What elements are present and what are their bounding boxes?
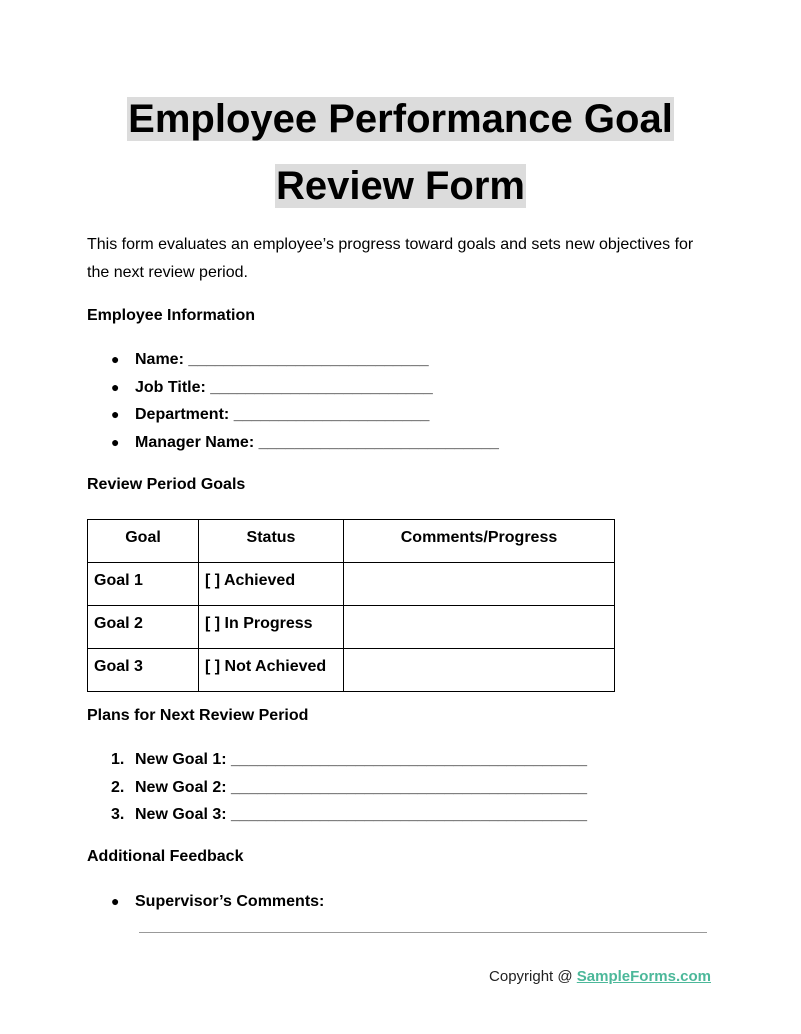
field-label: New Goal 1: [135,751,227,768]
page-title [0,86,801,220]
field-label: Department: [135,406,230,424]
field-label: New Goal 3: [135,806,227,824]
feedback-heading: Additional Feedback [87,848,244,865]
list-item [87,801,587,829]
copyright-footer [489,966,711,988]
bullet-icon: ● [111,378,120,395]
goal-cell: Goal 2 [88,606,199,649]
bullet-icon: ● [111,893,120,909]
list-item [87,746,587,774]
column-header-comments: Comments/Progress [344,520,615,563]
plans-heading: Plans for Next Review Period [87,707,309,724]
table-row [88,606,615,649]
bullet-icon: ● [111,406,120,423]
job-title-field[interactable]: _________________________ [210,378,433,396]
bullet-icon: ● [111,433,120,450]
status-cell[interactable]: [ ] In Progress [199,606,344,649]
field-label: New Goal 2: [135,778,227,796]
field-label: Job Title: [135,378,206,396]
department-field[interactable]: ______________________ [233,406,430,424]
list-number: 2. [111,778,125,796]
copyright-text: Copyright @ [489,968,577,985]
goal-cell: Goal 1 [88,563,199,606]
column-header-status: Status [199,520,344,563]
supervisor-comments-line[interactable] [139,932,707,933]
field-label: Manager Name: [135,433,255,451]
supervisor-comments-label: Supervisor’s Comments: [135,893,325,910]
bullet-icon: ● [111,351,120,367]
feedback-list [87,888,324,916]
comments-cell[interactable] [344,606,615,649]
plans-list [87,746,587,829]
goals-table [87,519,615,692]
table-row [88,649,615,692]
list-item [87,429,499,457]
comments-cell[interactable] [344,649,615,692]
list-item [87,401,499,429]
goal-cell: Goal 3 [88,649,199,692]
employee-info-list [87,346,499,456]
new-goal-3-field[interactable]: ________________________________________ [231,806,587,824]
title-line-1: Employee Performance Goal [128,97,673,141]
review-goals-heading: Review Period Goals [87,476,246,493]
list-item [87,346,499,374]
status-cell[interactable]: [ ] Not Achieved [199,649,344,692]
intro-paragraph: This form evaluates an employee’s progress toward goals and sets new objectives for the next review period. [87,236,694,281]
manager-name-field[interactable]: ___________________________ [258,433,499,451]
column-header-goal: Goal [88,520,199,563]
list-item [87,374,499,402]
title-line-2: Review Form [276,164,525,208]
table-header-row [88,520,615,563]
list-item [87,888,324,916]
table-row [88,563,615,606]
list-number: 3. [111,806,125,824]
field-label: Name: [135,351,184,368]
name-field[interactable]: ___________________________ [188,351,429,368]
brand-link[interactable]: SampleForms.com [576,968,711,985]
new-goal-2-field[interactable]: ________________________________________ [231,778,587,796]
list-number: 1. [111,751,125,768]
employee-info-heading: Employee Information [87,307,256,324]
comments-cell[interactable] [344,563,615,606]
list-item [87,774,587,802]
status-cell[interactable]: [ ] Achieved [199,563,344,606]
new-goal-1-field[interactable]: ________________________________________ [231,751,587,768]
